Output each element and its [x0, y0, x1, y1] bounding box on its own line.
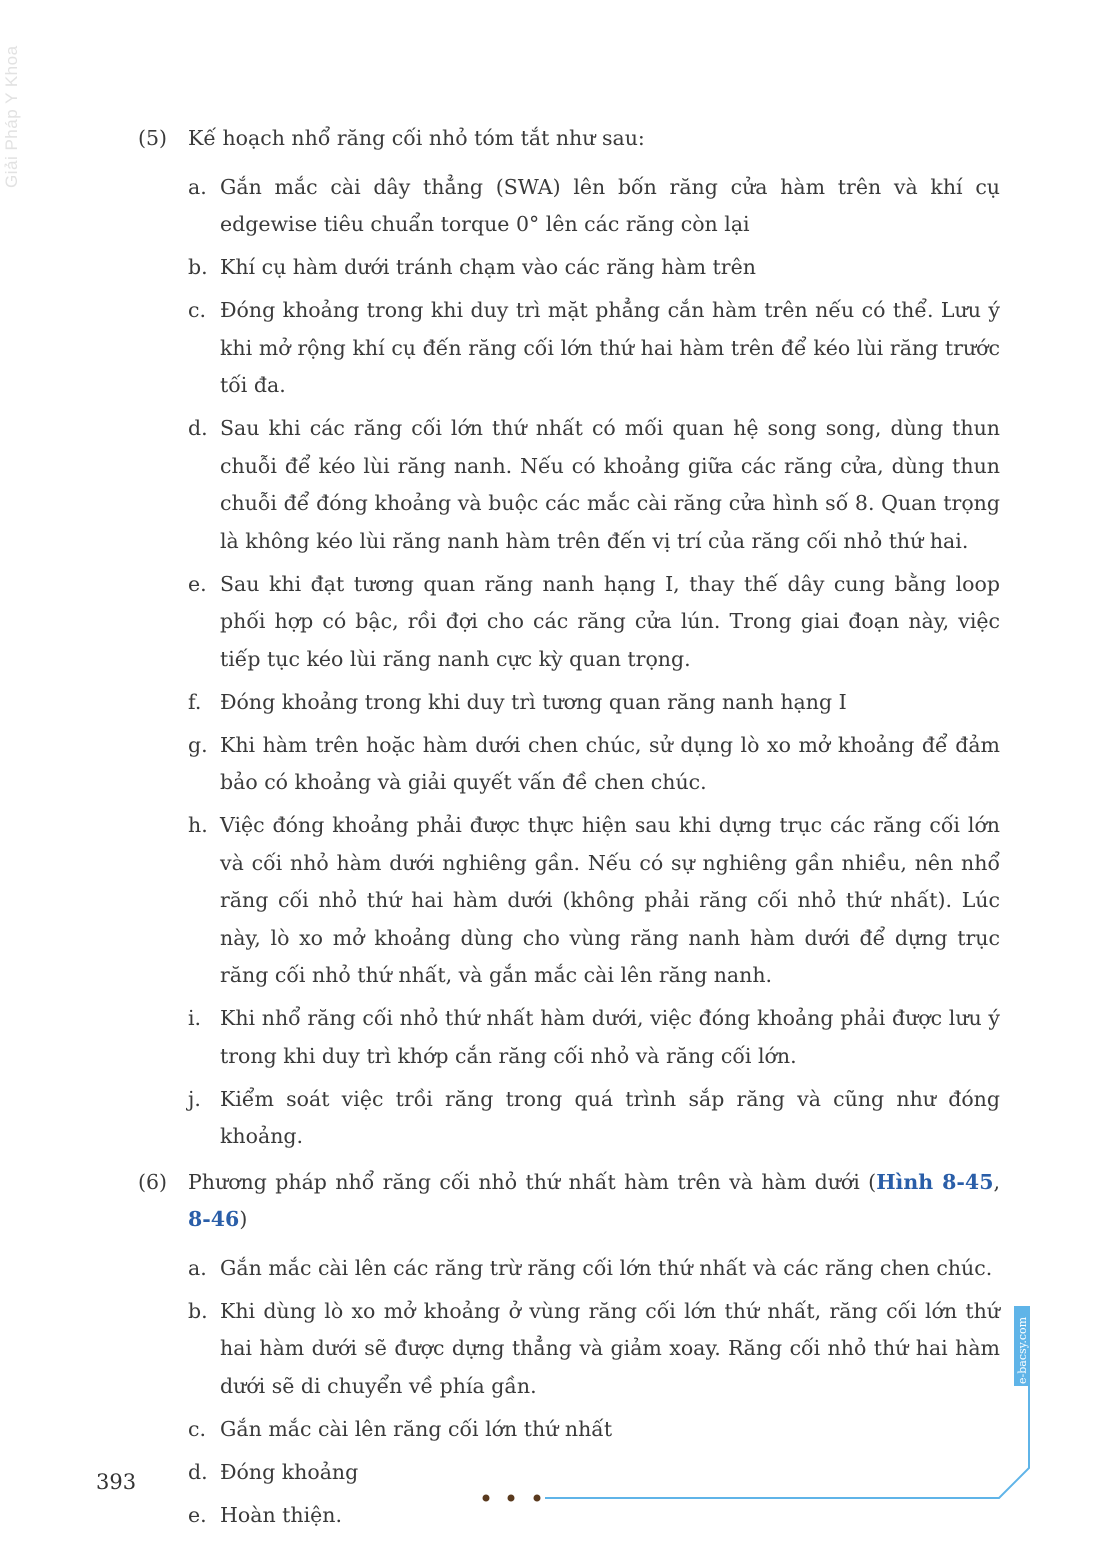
figure-reference-link[interactable]: Hình 8-45	[876, 1169, 994, 1194]
item-text: Gắn mắc cài lên răng cối lớn thứ nhất	[220, 1416, 613, 1441]
item-letter: i.	[188, 1006, 202, 1030]
item-letter: c.	[188, 298, 206, 322]
item-letter: b.	[188, 1298, 208, 1323]
item-letter: d.	[188, 416, 208, 440]
item-text: Hoàn thiện.	[220, 1502, 343, 1527]
decorative-border-line	[545, 1386, 1029, 1498]
title-text: Phương pháp nhổ răng cối nhỏ thứ nhất hàm trên và hàm dưới (	[188, 1169, 877, 1194]
item-letter: c.	[188, 1416, 206, 1441]
figure-reference-link[interactable]: 8-46	[188, 1207, 240, 1231]
item-text: Khi dùng lò xo mở khoảng ở vùng răng cối lớn thứ nhất, răng cối lớn thứ hai hàm dưới sẽ được dựng thẳng và giảm xoay. Răng cối nhỏ thứ hai hàm dưới sẽ di chuyển về phía gần.	[220, 1298, 1000, 1398]
item-text: Kiểm soát việc trồi răng trong quá trình sắp răng và cũng như đóng khoảng.	[220, 1086, 1000, 1148]
watermark-text: Giải Pháp Y Khoa	[2, 45, 21, 188]
section-title: Kế hoạch nhổ răng cối nhỏ tóm tắt như sau:	[188, 126, 645, 150]
item-text: Đóng khoảng trong khi duy trì mặt phẳng cắn hàm trên nếu có thể. Lưu ý khi mở rộng khí cụ đến răng cối lớn thứ hai hàm trên để kéo lùi răng trước tối đa.	[220, 298, 1000, 397]
item-text: Sau khi các răng cối lớn thứ nhất có mối quan hệ song song, dùng thun chuỗi để kéo lùi răng nanh. Nếu có khoảng giữa các răng cửa, dùng thun chuỗi để đóng khoảng và buộc các mắc cài răng cửa hình số 8. Quan trọng là không kéo lùi răng nanh hàm trên đến vị trí của răng cối nhỏ thứ hai.	[220, 416, 1000, 553]
item-letter: b.	[188, 255, 208, 279]
item-text: Khi nhổ răng cối nhỏ thứ nhất hàm dưới, việc đóng khoảng phải được lưu ý trong khi duy trì khớp cắn răng cối nhỏ và răng cối lớn.	[220, 1006, 1000, 1068]
page-number: 393	[96, 1470, 137, 1494]
side-url-text: e-bacsy.com	[1016, 1316, 1029, 1384]
item-letter: d.	[188, 1459, 208, 1484]
item-text: Khí cụ hàm dưới tránh chạm vào các răng hàm trên	[220, 255, 756, 279]
item-text: Gắn mắc cài lên các răng trừ răng cối lớn thứ nhất và các răng chen chúc.	[220, 1255, 993, 1280]
item-text: Đóng khoảng trong khi duy trì tương quan răng nanh hạng I	[220, 689, 847, 714]
item-letter: a.	[188, 1255, 207, 1280]
item-letter: g.	[188, 732, 208, 757]
side-url-tab	[1014, 1306, 1030, 1386]
item-letter: h.	[188, 813, 208, 837]
item-text: Gắn mắc cài dây thẳng (SWA) lên bốn răng cửa hàm trên và khí cụ edgewise tiêu chuẩn torque 0° lên các răng còn lại	[220, 174, 1000, 236]
item-text: Đóng khoảng	[220, 1459, 359, 1484]
item-text: Việc đóng khoảng phải được thực hiện sau khi dựng trục các răng cối lớn và cối nhỏ hàm dưới nghiêng gần. Nếu có sự nghiêng gần nhiều, nên nhổ răng cối nhỏ thứ hai hàm dưới (không phải răng cối nhỏ thứ nhất). Lúc này, lò xo mở khoảng dùng cho vùng răng nanh hàm dưới để dựng trục răng cối nhỏ thứ nhất, và gắn mắc cài lên răng nanh.	[220, 813, 1000, 987]
title-text-end: )	[239, 1207, 248, 1231]
item-letter: j.	[188, 1086, 201, 1111]
item-text: Sau khi đạt tương quan răng nanh hạng I, thay thế dây cung bằng loop phối hợp có bậc, rồi đợi cho các răng cửa lún. Trong giai đoạn này, việc tiếp tục kéo lùi răng nanh cực kỳ quan trọng.	[220, 571, 1000, 671]
item-letter: e.	[188, 1502, 207, 1527]
title-separator: ,	[993, 1169, 1000, 1194]
decorative-dot	[508, 1495, 515, 1502]
decorative-dot	[483, 1495, 490, 1502]
item-letter: a.	[188, 174, 207, 199]
decorative-dot	[534, 1495, 541, 1502]
item-text: Khi hàm trên hoặc hàm dưới chen chúc, sử dụng lò xo mở khoảng để đảm bảo có khoảng và giải quyết vấn đề chen chúc.	[220, 732, 1000, 794]
item-letter: f.	[188, 689, 202, 714]
section-number: (6)	[138, 1169, 168, 1194]
section-number: (5)	[138, 126, 168, 150]
item-letter: e.	[188, 571, 207, 596]
